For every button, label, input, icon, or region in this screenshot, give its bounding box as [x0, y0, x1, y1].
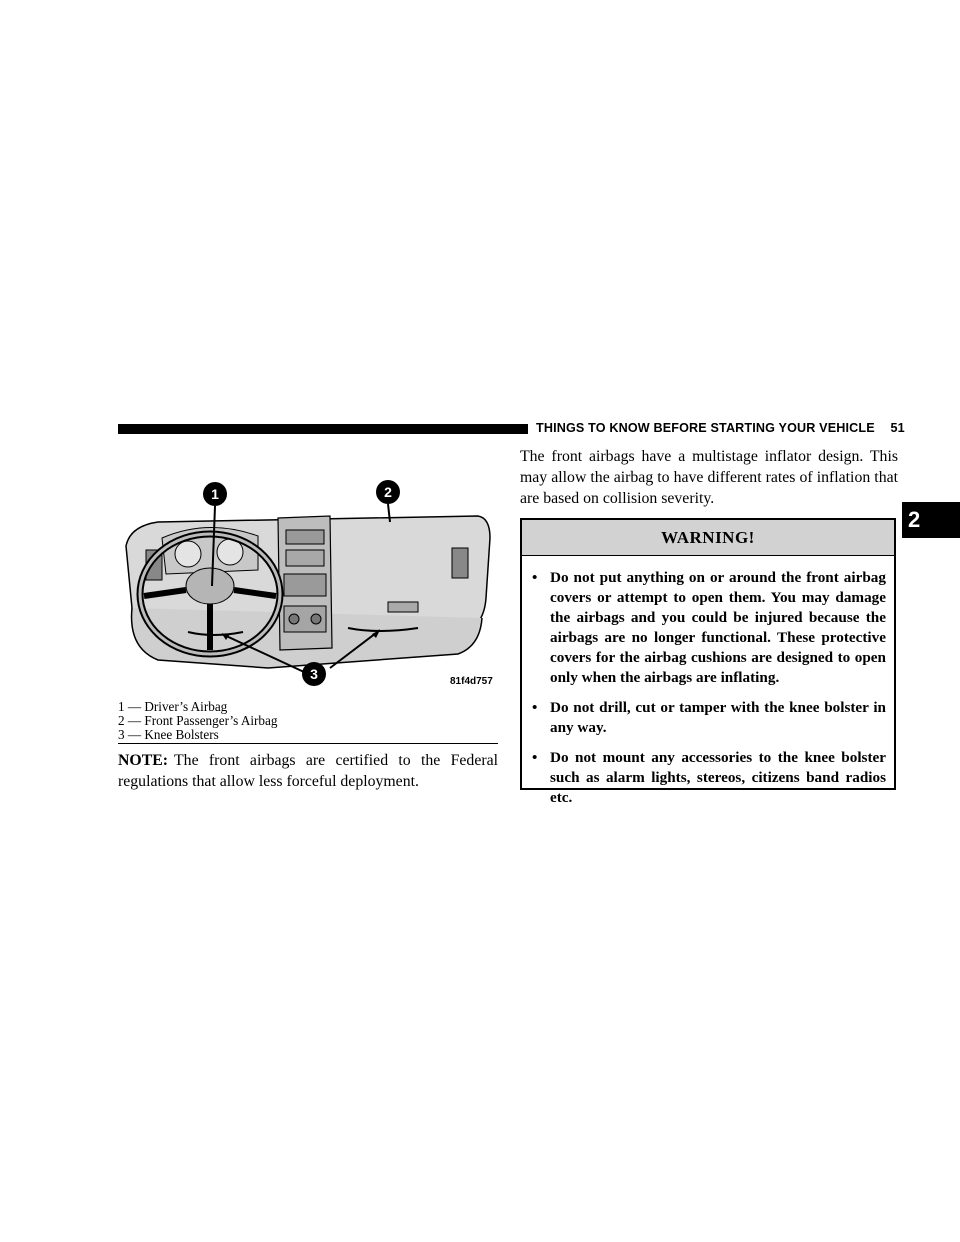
bullet-icon: • — [532, 749, 538, 766]
warning-box — [520, 518, 896, 806]
header-rule — [118, 424, 528, 434]
warning-list — [522, 556, 894, 808]
note-label: NOTE: — [118, 752, 169, 769]
warning-item — [530, 698, 886, 738]
callout-3-label: 3 — [310, 666, 318, 682]
caption-3: 3 — Knee Bolsters — [118, 727, 219, 742]
page-number: 51 — [890, 421, 905, 435]
warning-item — [530, 568, 886, 688]
bullet-icon: • — [532, 569, 538, 586]
figure-id: 81f4d757 — [450, 676, 493, 687]
note-text: The front airbags are certified to the Federal regulations that allow less forceful deployment. — [118, 752, 498, 790]
running-header — [536, 421, 905, 435]
caption-1: 1 — Driver’s Airbag — [118, 699, 228, 714]
callout-1-label: 1 — [211, 486, 219, 502]
chapter-tab: 2 — [902, 502, 960, 538]
warning-item-text: Do not drill, cut or tamper with the knee bolster in any way. — [550, 699, 886, 736]
figure-captions — [118, 700, 277, 742]
dashboard-drawing — [118, 478, 498, 692]
warning-title: WARNING! — [522, 520, 894, 556]
caption-2: 2 — Front Passenger’s Airbag — [118, 713, 278, 728]
section-title: THINGS TO KNOW BEFORE STARTING YOUR VEHICLE — [536, 421, 875, 435]
bullet-icon: • — [532, 699, 538, 716]
warning-item — [530, 748, 886, 808]
callout-2-label: 2 — [384, 484, 392, 500]
warning-item-text: Do not mount any accessories to the knee bolster such as alarm lights, stereos, citizens band radios etc. — [550, 749, 886, 806]
dashboard-illustration — [118, 478, 498, 692]
warning-item-text: Do not put anything on or around the front airbag covers or attempt to open them. You may damage the airbags and you could be injured because the airbags are no longer functional. These protective covers for the airbag cushions are designed to open only when the airbags are inflating. — [550, 569, 886, 686]
caption-rule — [118, 743, 498, 744]
inflator-paragraph: The front airbags have a multistage inflator design. This may allow the airbag to have different rates of inflation that are based on collision severity. — [520, 448, 898, 507]
note-paragraph — [118, 750, 498, 792]
